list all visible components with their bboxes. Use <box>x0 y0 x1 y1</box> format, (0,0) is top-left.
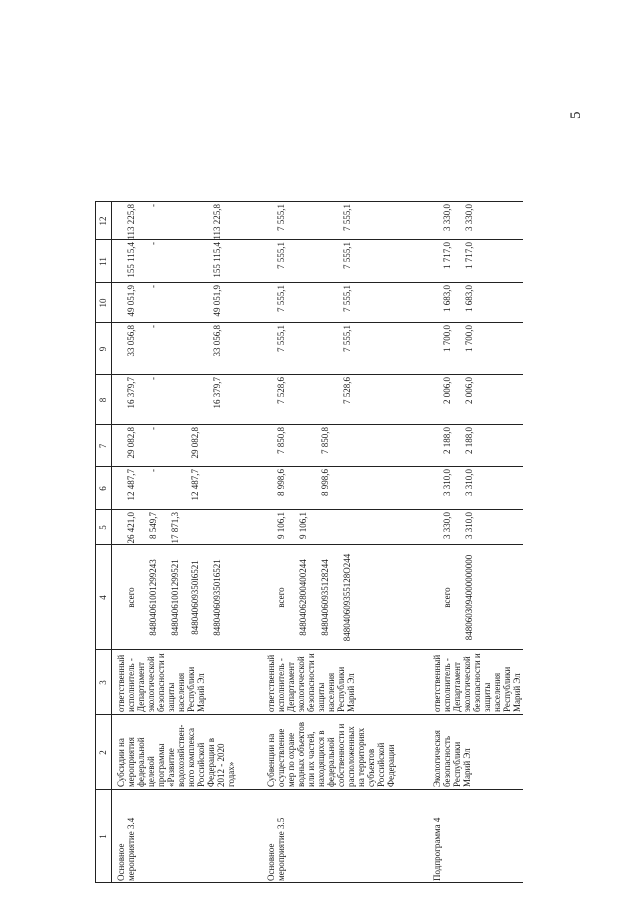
value-cell: 3 330,0 <box>442 204 452 231</box>
group-name: Субсидии на мероприятия федеральной целевой программы «Развитие водохозяйствен-ного комплекса Российской Федерации в 2012 - 2020 годах» <box>116 724 236 787</box>
column-rule <box>95 714 523 715</box>
value-cell: 7 555,1 <box>342 285 352 312</box>
value-cell: 8 998,6 <box>276 469 286 496</box>
value-cell: 17 871,3 <box>170 512 180 544</box>
value-cell: 9 106,1 <box>298 512 308 539</box>
value-cell: 155 115,4 <box>212 242 222 278</box>
value-cell: 7 555,1 <box>276 242 286 269</box>
group-label: Основное мероприятие 3.4 <box>116 817 136 881</box>
value-cell: 12 487,7 <box>126 469 136 501</box>
column-rule <box>95 239 523 240</box>
value-cell: 7 555,1 <box>276 204 286 231</box>
row-rule <box>95 202 96 883</box>
value-cell: 7 555,1 <box>342 204 352 231</box>
value-cell: 3 310,0 <box>442 469 452 496</box>
value-cell: - <box>148 204 158 207</box>
page-number: 5 <box>568 111 584 119</box>
value-cell: 7 528,6 <box>342 377 352 404</box>
column-rule <box>95 882 523 883</box>
value-cell: 3 330,0 <box>464 204 474 231</box>
value-cell: 33 056,8 <box>212 325 222 357</box>
value-cell: 2 006,0 <box>442 377 452 404</box>
column-number: 3 <box>98 680 108 685</box>
column-rule <box>95 282 523 283</box>
value-cell: 1 700,0 <box>464 325 474 352</box>
value-cell: 1 717,0 <box>464 242 474 269</box>
group-label: Подпрограмма 4 <box>432 817 442 881</box>
column-number: 6 <box>98 486 108 491</box>
value-cell: 7 555,1 <box>342 325 352 352</box>
column-number: 7 <box>98 443 108 449</box>
column-number: 5 <box>98 525 108 530</box>
value-cell: 9 106,1 <box>276 512 286 539</box>
value-cell: 1 683,0 <box>464 285 474 312</box>
budget-code: всего <box>126 587 136 608</box>
value-cell: - <box>148 325 158 328</box>
column-number: 8 <box>98 397 108 403</box>
budget-code: всего <box>276 587 286 608</box>
value-cell: 8 549,7 <box>148 512 158 539</box>
value-cell: 26 421,0 <box>126 512 136 544</box>
budget-code: 848040609355128О244 <box>342 553 352 642</box>
value-cell: 2 006,0 <box>464 377 474 404</box>
column-number: 10 <box>98 298 108 308</box>
budget-code: 84804060935128244 <box>320 559 330 636</box>
value-cell: 12 487,7 <box>190 469 200 501</box>
column-rule <box>95 466 523 467</box>
value-cell: 2 188,0 <box>464 427 474 454</box>
value-cell: 7 850,8 <box>320 427 330 454</box>
value-cell: 3 310,0 <box>464 469 474 496</box>
value-cell: 8 998,6 <box>320 469 330 496</box>
column-number: 1 <box>98 834 108 839</box>
column-rule <box>95 544 523 545</box>
value-cell: 7 555,1 <box>342 242 352 269</box>
group-executor: ответственный исполнитель - Департамент экологической безопасности и защиты населения Республики Марий Эл <box>432 653 522 712</box>
budget-code: всего <box>442 587 452 608</box>
column-rule <box>95 424 523 425</box>
value-cell: 16 379,7 <box>126 377 136 409</box>
budget-code: 84804061001299243 <box>148 559 158 636</box>
budget-code: 84804060935016521 <box>212 559 222 636</box>
column-number: 2 <box>98 750 108 755</box>
column-rule <box>95 374 523 375</box>
value-cell: 155 115,4 <box>126 242 136 278</box>
value-cell: 7 555,1 <box>276 325 286 352</box>
value-cell: 2 188,0 <box>442 427 452 454</box>
budget-code: 848060З094000000000 <box>464 554 474 641</box>
row-rule <box>111 202 112 883</box>
value-cell: 33 056,8 <box>126 325 136 357</box>
value-cell: 1 683,0 <box>442 285 452 312</box>
value-cell: 3 310,0 <box>464 512 474 539</box>
column-rule <box>95 201 523 202</box>
budget-code: 84804062800400244 <box>298 559 308 636</box>
value-cell: 29 082,8 <box>126 427 136 459</box>
column-rule <box>95 322 523 323</box>
group-executor: ответственный исполнитель - Департамент экологической безопасности и защиты населения Республики Марий Эл <box>266 653 356 712</box>
value-cell: 7 850,8 <box>276 427 286 454</box>
column-rule <box>95 649 523 650</box>
value-cell: 1 717,0 <box>442 242 452 269</box>
value-cell: - <box>148 242 158 245</box>
value-cell: 113 225,8 <box>212 204 222 240</box>
value-cell: 113 225,8 <box>126 204 136 240</box>
value-cell: 3 330,0 <box>442 512 452 539</box>
value-cell: 29 082,8 <box>190 427 200 459</box>
column-number: 9 <box>98 346 108 352</box>
value-cell: - <box>148 427 158 430</box>
value-cell: - <box>148 377 158 380</box>
value-cell: 49 051,9 <box>212 285 222 317</box>
column-number: 4 <box>98 595 108 600</box>
budget-code: 848040609350l6521 <box>190 560 200 635</box>
group-name: Экологическая безопасность Республики Марий Эл <box>432 730 472 787</box>
column-number: 12 <box>98 216 108 226</box>
value-cell: 16 379,7 <box>212 377 222 409</box>
column-rule <box>95 789 523 790</box>
value-cell: 49 051,9 <box>126 285 136 317</box>
value-cell: - <box>148 469 158 472</box>
value-cell: 1 700,0 <box>442 325 452 352</box>
value-cell: 7 555,1 <box>276 285 286 312</box>
group-label: Основное мероприятие 3.5 <box>266 817 286 881</box>
group-executor: ответственный исполнитель - Департамент экологической безопасности и защиты населения Республики Марий Эл <box>116 653 206 712</box>
value-cell: 7 528,6 <box>276 377 286 404</box>
value-cell: - <box>148 285 158 288</box>
group-name: Субвенции на осуществление мер по охране водных объектов или их частей, находящихся в федеральной собственности и расположенных на территориях субъектов Российской Федерации <box>266 722 396 787</box>
column-rule <box>95 509 523 510</box>
budget-code: 84804061001299521 <box>170 559 180 636</box>
column-number: 11 <box>98 257 108 266</box>
